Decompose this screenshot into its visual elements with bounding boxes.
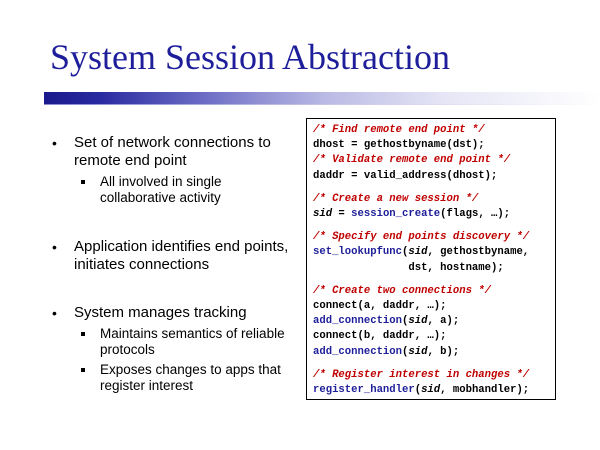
square-bullet-icon	[81, 180, 85, 184]
title-underline	[44, 104, 600, 105]
code-line	[313, 207, 555, 222]
code-var: sid	[313, 208, 333, 221]
code-comment: /* Find remote end point */	[313, 124, 485, 136]
code-line: dst, hostname);	[313, 261, 504, 274]
bullet-text: Application identifies end points, initiates connections	[74, 238, 289, 273]
code-line: connect(b, daddr, …);	[313, 330, 447, 343]
code-text: , b);	[427, 345, 460, 358]
code-line: connect(a, daddr, …);	[313, 300, 447, 313]
code-comment: /* Specify end points discovery */	[313, 231, 530, 244]
code-line	[313, 245, 555, 260]
bullet-item	[52, 304, 292, 322]
code-line: dhost = gethostbyname(dst);	[313, 139, 485, 152]
bullet-item	[52, 134, 292, 170]
title-gradient-bar	[44, 92, 600, 104]
bullet-dot-icon: •	[52, 239, 57, 255]
sub-bullet-text: Exposes changes to apps that register interest	[100, 362, 281, 393]
sub-bullet-item	[74, 174, 292, 206]
code-function: add_connection	[313, 315, 403, 328]
code-text: (	[402, 345, 409, 358]
code-text: (	[402, 246, 409, 259]
code-var: sid	[408, 246, 428, 259]
code-text: (	[402, 315, 409, 328]
code-comment: /* Validate remote end point */	[313, 154, 511, 167]
code-var: sid	[408, 345, 428, 358]
code-box	[306, 118, 556, 400]
code-comment: /* Create a new session */	[313, 192, 479, 205]
code-text: (	[414, 384, 422, 397]
bullet-text: Set of network connections to remote end point	[74, 134, 271, 169]
sub-bullet-item	[74, 326, 292, 358]
code-line	[313, 345, 555, 360]
code-line: daddr = valid_address(dhost);	[313, 169, 498, 182]
code-var: sid	[421, 384, 441, 397]
bullet-list	[52, 134, 292, 394]
bullet-item	[52, 238, 292, 274]
code-function: add_connection	[313, 345, 403, 358]
slide-title: System Session Abstraction	[50, 37, 451, 77]
sub-bullet-text: Maintains semantics of reliable protocols	[100, 326, 285, 357]
code-var: sid	[408, 315, 428, 328]
code-function: session_create	[351, 208, 441, 221]
sub-bullet-item	[74, 362, 292, 394]
square-bullet-icon	[81, 368, 85, 372]
code-text: , gethostbyname,	[427, 246, 530, 259]
bullet-dot-icon: •	[52, 135, 57, 151]
sub-bullet-text: All involved in single collaborative activity	[100, 174, 222, 205]
code-text: , a);	[427, 315, 460, 328]
code-function: register_handler	[313, 384, 415, 397]
code-text: , mobhandler);	[440, 384, 530, 397]
code-line	[313, 383, 555, 398]
code-comment: /* Create two connections */	[313, 284, 492, 297]
code-comment: /* Register interest in changes */	[313, 368, 530, 381]
square-bullet-icon	[81, 332, 85, 336]
code-function: set_lookupfunc	[313, 246, 403, 259]
code-line	[313, 314, 555, 329]
code-text: (flags, …);	[440, 208, 511, 221]
code-text: =	[332, 208, 352, 221]
bullet-dot-icon: •	[52, 305, 57, 321]
bullet-text: System manages tracking	[74, 304, 247, 321]
